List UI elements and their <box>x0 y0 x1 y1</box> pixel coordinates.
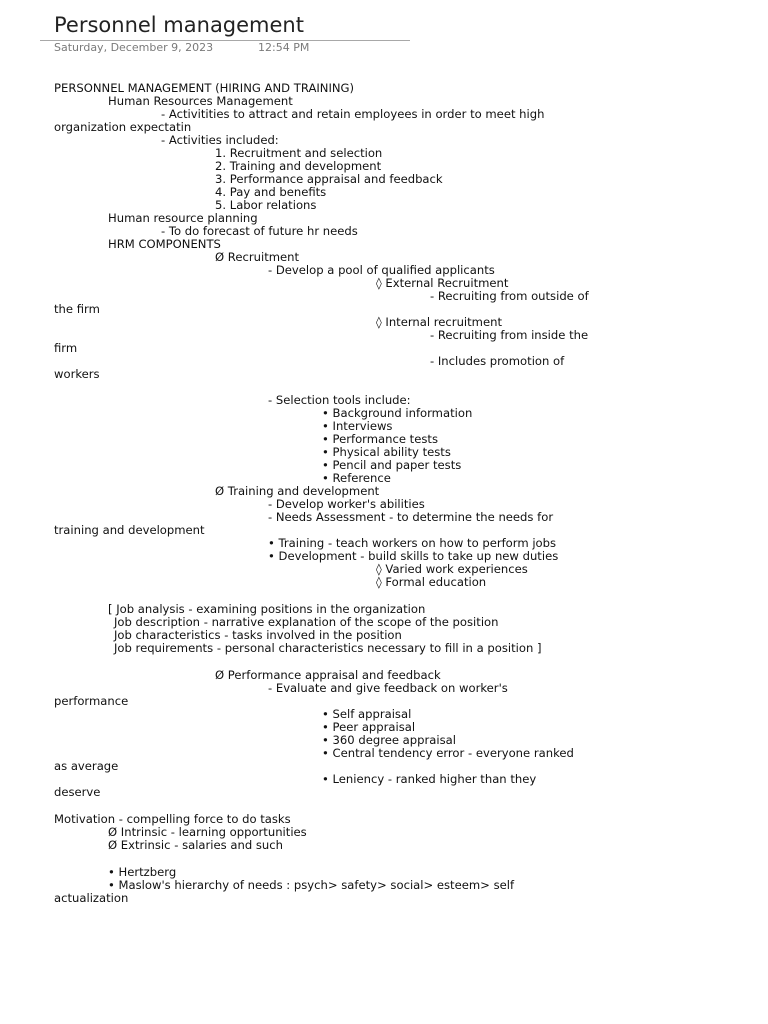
note-title[interactable]: Personnel management <box>54 13 304 37</box>
note-line: Ø Intrinsic - learning opportunities <box>108 825 307 839</box>
note-line: • Self appraisal <box>322 707 412 721</box>
note-line: performance <box>54 694 129 708</box>
note-line: 4. Pay and benefits <box>215 185 327 199</box>
note-line: Job characteristics - tasks involved in the position <box>114 628 402 642</box>
note-line: the firm <box>54 302 100 316</box>
note-line: ◊ External Recruitment <box>376 276 509 290</box>
heading-personnel-management: PERSONNEL MANAGEMENT (HIRING AND TRAINING) <box>54 81 355 95</box>
note-line: actualization <box>54 891 129 905</box>
note-line: • Maslow's hierarchy of needs : psych> safety> social> esteem> self <box>108 878 515 892</box>
note-line: HRM COMPONENTS <box>108 237 221 251</box>
note-line: training and development <box>54 523 205 537</box>
note-line: Human Resources Management <box>108 94 293 108</box>
note-line: • Leniency - ranked higher than they <box>322 772 537 786</box>
note-line: 2. Training and development <box>215 159 382 173</box>
note-line: • 360 degree appraisal <box>322 733 456 747</box>
note-line: organization expectatin <box>54 120 192 134</box>
note-line: as average <box>54 759 119 773</box>
note-line: - To do forecast of future hr needs <box>161 224 358 238</box>
note-line: 3. Performance appraisal and feedback <box>215 172 443 186</box>
note-line: - Includes promotion of <box>430 354 565 368</box>
note-line: • Physical ability tests <box>322 445 451 459</box>
note-line: • Performance tests <box>322 432 438 446</box>
note-line: Motivation - compelling force to do tasks <box>54 812 291 826</box>
note-time: 12:54 PM <box>258 41 310 54</box>
note-line: Job requirements - personal characteristics necessary to fill in a position ] <box>114 641 542 655</box>
note-line: 1. Recruitment and selection <box>215 146 383 160</box>
note-line: • Development - build skills to take up new duties <box>268 549 559 563</box>
note-line: - Evaluate and give feedback on worker's <box>268 681 508 695</box>
note-line: • Hertzberg <box>108 865 177 879</box>
note-line: ◊ Varied work experiences <box>376 562 528 576</box>
note-line: ◊ Formal education <box>376 575 487 589</box>
note-line: Ø Recruitment <box>215 250 300 264</box>
note-line: • Pencil and paper tests <box>322 458 462 472</box>
note-line: • Reference <box>322 471 391 485</box>
note-line: Job description - narrative explanation of the scope of the position <box>114 615 499 629</box>
note-line: - Develop a pool of qualified applicants <box>268 263 495 277</box>
note-line: deserve <box>54 785 101 799</box>
note-line: Human resource planning <box>108 211 258 225</box>
note-line: firm <box>54 341 78 355</box>
note-line: - Recruiting from outside of <box>430 289 589 303</box>
note-line: • Peer appraisal <box>322 720 416 734</box>
note-line: - Selection tools include: <box>268 393 411 407</box>
note-line: • Central tendency error - everyone ranked <box>322 746 574 760</box>
note-line: Ø Training and development <box>215 484 380 498</box>
note-date: Saturday, December 9, 2023 <box>54 41 214 54</box>
note-line: Ø Extrinsic - salaries and such <box>108 838 283 852</box>
note-line: - Develop worker's abilities <box>268 497 425 511</box>
note-line: - Activitities to attract and retain employees in order to meet high <box>161 107 545 121</box>
note-line: • Interviews <box>322 419 393 433</box>
note-line: - Recruiting from inside the <box>430 328 589 342</box>
note-line: • Background information <box>322 406 473 420</box>
note-line: workers <box>54 367 100 381</box>
note-line: [ Job analysis - examining positions in the organization <box>108 602 426 616</box>
note-line: - Needs Assessment - to determine the needs for <box>268 510 554 524</box>
note-line: - Activities included: <box>161 133 279 147</box>
note-line: 5. Labor relations <box>215 198 317 212</box>
note-line: Ø Performance appraisal and feedback <box>215 668 441 682</box>
note-line: • Training - teach workers on how to perform jobs <box>268 536 557 550</box>
note-line: ◊ Internal recruitment <box>376 315 503 329</box>
